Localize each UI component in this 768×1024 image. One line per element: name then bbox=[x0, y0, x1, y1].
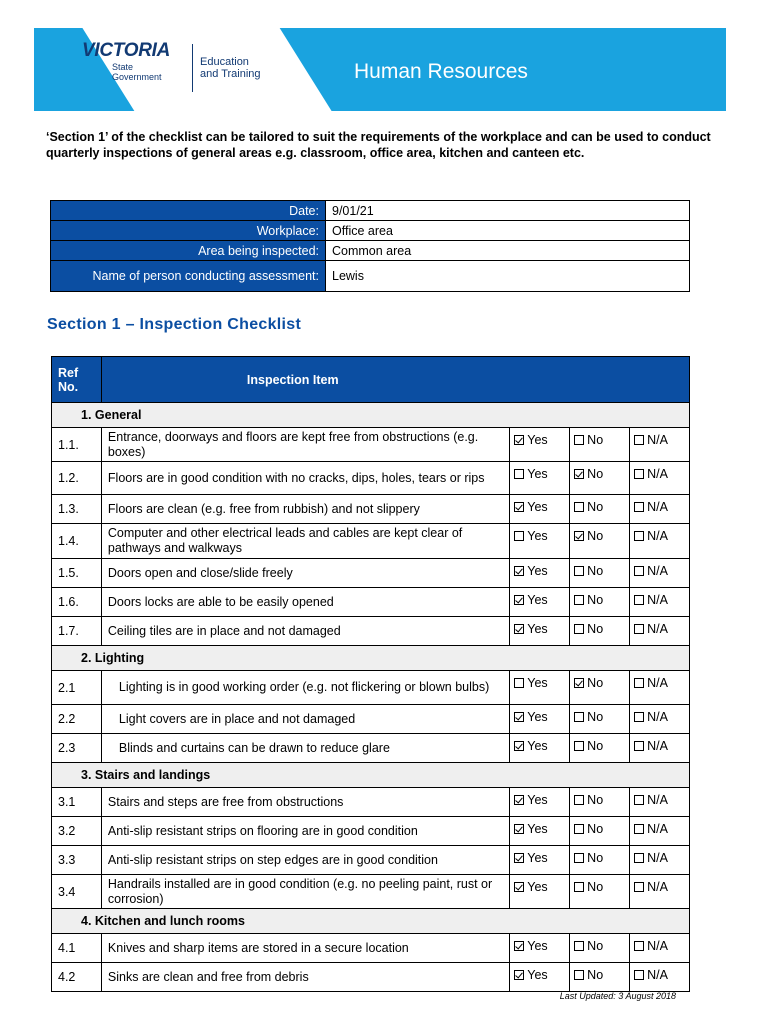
option-label-na: N/A bbox=[647, 564, 668, 578]
checklist-row bbox=[52, 846, 690, 875]
info-table bbox=[50, 200, 690, 292]
logo-edu-line1: Education bbox=[200, 56, 249, 68]
option-na-cell[interactable] bbox=[630, 462, 690, 495]
option-label-na: N/A bbox=[647, 593, 668, 607]
checked-checkbox-icon[interactable] bbox=[514, 853, 524, 863]
row-ref: 2.2 bbox=[52, 705, 102, 734]
logo-state-text: State bbox=[112, 62, 134, 72]
option-no-cell[interactable] bbox=[570, 875, 630, 909]
inspection-checklist-table bbox=[51, 356, 690, 992]
checklist-row bbox=[52, 462, 690, 495]
option-na-cell[interactable] bbox=[630, 934, 690, 963]
row-item: Ceiling tiles are in place and not damaged bbox=[101, 617, 509, 646]
row-item: Blinds and curtains can be drawn to reduce glare bbox=[101, 734, 509, 763]
unchecked-checkbox-icon[interactable] bbox=[634, 712, 644, 722]
logo-victoria-text: VICTORIA bbox=[82, 40, 171, 61]
option-no-cell[interactable] bbox=[570, 495, 630, 524]
row-item: Light covers are in place and not damaged bbox=[101, 705, 509, 734]
option-na-cell[interactable] bbox=[630, 788, 690, 817]
checklist-row bbox=[52, 705, 690, 734]
option-label-no: No bbox=[587, 500, 604, 514]
row-ref: 1.4. bbox=[52, 524, 102, 559]
row-item: Floors are in good condition with no cracks, dips, holes, tears or rips bbox=[101, 462, 509, 495]
option-na-cell[interactable] bbox=[630, 963, 690, 992]
unchecked-checkbox-icon[interactable] bbox=[574, 824, 584, 834]
checklist-row bbox=[52, 734, 690, 763]
row-ref: 3.4 bbox=[52, 875, 102, 909]
banner-title: Human Resources bbox=[354, 60, 528, 83]
row-ref: 2.1 bbox=[52, 671, 102, 705]
option-label-yes: Yes bbox=[527, 822, 548, 836]
unchecked-checkbox-icon[interactable] bbox=[574, 741, 584, 751]
option-yes-cell[interactable] bbox=[510, 428, 570, 462]
checklist-row bbox=[52, 788, 690, 817]
option-label-no: No bbox=[587, 739, 604, 753]
option-na-cell[interactable] bbox=[630, 875, 690, 909]
option-label-na: N/A bbox=[647, 710, 668, 724]
option-label-yes: Yes bbox=[527, 793, 548, 807]
option-label-no: No bbox=[587, 710, 604, 724]
group-header-row bbox=[52, 403, 690, 428]
option-label-no: No bbox=[587, 939, 604, 953]
option-no-cell[interactable] bbox=[570, 588, 630, 617]
unchecked-checkbox-icon[interactable] bbox=[574, 970, 584, 980]
option-label-na: N/A bbox=[647, 676, 668, 690]
checklist-row bbox=[52, 588, 690, 617]
option-label-na: N/A bbox=[647, 851, 668, 865]
checked-checkbox-icon[interactable] bbox=[514, 712, 524, 722]
checked-checkbox-icon[interactable] bbox=[514, 566, 524, 576]
unchecked-checkbox-icon[interactable] bbox=[574, 853, 584, 863]
option-label-na: N/A bbox=[647, 939, 668, 953]
option-yes-cell[interactable] bbox=[510, 671, 570, 705]
option-label-na: N/A bbox=[647, 500, 668, 514]
option-yes-cell[interactable] bbox=[510, 617, 570, 646]
checklist-row bbox=[52, 428, 690, 462]
unchecked-checkbox-icon[interactable] bbox=[634, 566, 644, 576]
checklist-row bbox=[52, 559, 690, 588]
option-label-no: No bbox=[587, 968, 604, 982]
option-label-no: No bbox=[587, 593, 604, 607]
option-label-no: No bbox=[587, 622, 604, 636]
group-header-row bbox=[52, 763, 690, 788]
option-yes-cell[interactable] bbox=[510, 462, 570, 495]
checklist-row bbox=[52, 524, 690, 559]
option-yes-cell[interactable] bbox=[510, 734, 570, 763]
row-item: Anti-slip resistant strips on step edges are in good condition bbox=[101, 846, 509, 875]
unchecked-checkbox-icon[interactable] bbox=[634, 882, 644, 892]
unchecked-checkbox-icon[interactable] bbox=[574, 435, 584, 445]
row-ref: 1.6. bbox=[52, 588, 102, 617]
checked-checkbox-icon[interactable] bbox=[574, 469, 584, 479]
unchecked-checkbox-icon[interactable] bbox=[514, 469, 524, 479]
option-no-cell[interactable] bbox=[570, 617, 630, 646]
option-label-yes: Yes bbox=[527, 851, 548, 865]
group-title: 4. Kitchen and lunch rooms bbox=[52, 909, 690, 934]
option-label-yes: Yes bbox=[527, 500, 548, 514]
option-label-no: No bbox=[587, 433, 604, 447]
info-value-workplace[interactable]: Office area bbox=[326, 221, 690, 241]
option-na-cell[interactable] bbox=[630, 428, 690, 462]
row-ref: 1.7. bbox=[52, 617, 102, 646]
row-item: Floors are clean (e.g. free from rubbish) and not slippery bbox=[101, 495, 509, 524]
row-item: Sinks are clean and free from debris bbox=[101, 963, 509, 992]
info-value-person[interactable]: Lewis bbox=[326, 261, 690, 292]
option-label-yes: Yes bbox=[527, 710, 548, 724]
unchecked-checkbox-icon[interactable] bbox=[634, 824, 644, 834]
logo-edu-line2: and Training bbox=[200, 68, 261, 80]
unchecked-checkbox-icon[interactable] bbox=[634, 795, 644, 805]
info-label: Workplace: bbox=[51, 221, 326, 241]
info-row-date bbox=[51, 201, 690, 221]
row-ref: 1.1. bbox=[52, 428, 102, 462]
option-no-cell[interactable] bbox=[570, 462, 630, 495]
option-label-no: No bbox=[587, 564, 604, 578]
checked-checkbox-icon[interactable] bbox=[574, 678, 584, 688]
option-label-no: No bbox=[587, 880, 604, 894]
option-na-cell[interactable] bbox=[630, 617, 690, 646]
option-label-na: N/A bbox=[647, 433, 668, 447]
checked-checkbox-icon[interactable] bbox=[514, 795, 524, 805]
unchecked-checkbox-icon[interactable] bbox=[634, 678, 644, 688]
option-label-yes: Yes bbox=[527, 433, 548, 447]
row-ref: 1.2. bbox=[52, 462, 102, 495]
unchecked-checkbox-icon[interactable] bbox=[574, 624, 584, 634]
row-item: Stairs and steps are free from obstructions bbox=[101, 788, 509, 817]
header-item: Inspection Item bbox=[101, 357, 689, 403]
row-ref: 3.1 bbox=[52, 788, 102, 817]
unchecked-checkbox-icon[interactable] bbox=[634, 624, 644, 634]
row-item: Handrails installed are in good condition (e.g. no peeling paint, rust or corrosion) bbox=[101, 875, 509, 909]
checked-checkbox-icon[interactable] bbox=[514, 741, 524, 751]
unchecked-checkbox-icon[interactable] bbox=[514, 531, 524, 541]
checklist-row bbox=[52, 671, 690, 705]
header-banner bbox=[34, 28, 726, 111]
option-label-yes: Yes bbox=[527, 939, 548, 953]
unchecked-checkbox-icon[interactable] bbox=[574, 882, 584, 892]
option-no-cell[interactable] bbox=[570, 846, 630, 875]
logo-government-text: Government bbox=[112, 72, 162, 82]
info-label: Date: bbox=[51, 201, 326, 221]
option-label-na: N/A bbox=[647, 739, 668, 753]
logo-education-training bbox=[200, 56, 261, 80]
row-item: Doors locks are able to be easily opened bbox=[101, 588, 509, 617]
option-label-no: No bbox=[587, 822, 604, 836]
unchecked-checkbox-icon[interactable] bbox=[574, 502, 584, 512]
unchecked-checkbox-icon[interactable] bbox=[634, 469, 644, 479]
row-item: Lighting is in good working order (e.g. not flickering or blown bulbs) bbox=[101, 671, 509, 705]
info-value-date[interactable]: 9/01/21 bbox=[326, 201, 690, 221]
option-label-na: N/A bbox=[647, 880, 668, 894]
option-na-cell[interactable] bbox=[630, 559, 690, 588]
row-ref: 1.3. bbox=[52, 495, 102, 524]
option-na-cell[interactable] bbox=[630, 817, 690, 846]
checklist-row bbox=[52, 617, 690, 646]
group-title: 2. Lighting bbox=[52, 646, 690, 671]
intro-text: ‘Section 1’ of the checklist can be tailored to suit the requirements of the workplace and can be used to conduct quarterly inspections of general areas e.g. classroom, office area, kitchen and canteen etc. bbox=[46, 130, 711, 160]
unchecked-checkbox-icon[interactable] bbox=[634, 502, 644, 512]
option-no-cell[interactable] bbox=[570, 734, 630, 763]
group-title: 3. Stairs and landings bbox=[52, 763, 690, 788]
row-item: Computer and other electrical leads and cables are kept clear of pathways and walkways bbox=[101, 524, 509, 559]
checked-checkbox-icon[interactable] bbox=[514, 624, 524, 634]
info-row-person bbox=[51, 261, 690, 292]
option-yes-cell[interactable] bbox=[510, 846, 570, 875]
unchecked-checkbox-icon[interactable] bbox=[574, 712, 584, 722]
row-ref: 2.3 bbox=[52, 734, 102, 763]
checked-checkbox-icon[interactable] bbox=[514, 502, 524, 512]
option-na-cell[interactable] bbox=[630, 705, 690, 734]
option-label-yes: Yes bbox=[527, 880, 548, 894]
victoria-logo bbox=[82, 40, 170, 82]
option-label-no: No bbox=[587, 529, 604, 543]
option-yes-cell[interactable] bbox=[510, 705, 570, 734]
option-label-no: No bbox=[587, 793, 604, 807]
checklist-row bbox=[52, 934, 690, 963]
unchecked-checkbox-icon[interactable] bbox=[634, 531, 644, 541]
option-yes-cell[interactable] bbox=[510, 963, 570, 992]
group-title: 1. General bbox=[52, 403, 690, 428]
row-ref: 4.2 bbox=[52, 963, 102, 992]
option-label-yes: Yes bbox=[527, 564, 548, 578]
unchecked-checkbox-icon[interactable] bbox=[634, 941, 644, 951]
row-ref: 4.1 bbox=[52, 934, 102, 963]
info-label: Name of person conducting assessment: bbox=[51, 261, 326, 292]
row-item: Anti-slip resistant strips on flooring are in good condition bbox=[101, 817, 509, 846]
option-yes-cell[interactable] bbox=[510, 934, 570, 963]
option-label-na: N/A bbox=[647, 529, 668, 543]
checked-checkbox-icon[interactable] bbox=[574, 531, 584, 541]
option-label-na: N/A bbox=[647, 622, 668, 636]
info-row-workplace bbox=[51, 221, 690, 241]
option-no-cell[interactable] bbox=[570, 817, 630, 846]
unchecked-checkbox-icon[interactable] bbox=[634, 970, 644, 980]
option-label-yes: Yes bbox=[527, 467, 548, 481]
option-label-yes: Yes bbox=[527, 593, 548, 607]
option-no-cell[interactable] bbox=[570, 788, 630, 817]
unchecked-checkbox-icon[interactable] bbox=[634, 595, 644, 605]
option-yes-cell[interactable] bbox=[510, 788, 570, 817]
checklist-row bbox=[52, 963, 690, 992]
unchecked-checkbox-icon[interactable] bbox=[634, 741, 644, 751]
checked-checkbox-icon[interactable] bbox=[514, 824, 524, 834]
option-yes-cell[interactable] bbox=[510, 495, 570, 524]
row-ref: 3.2 bbox=[52, 817, 102, 846]
row-item: Knives and sharp items are stored in a secure location bbox=[101, 934, 509, 963]
option-no-cell[interactable] bbox=[570, 934, 630, 963]
section-title: Section 1 – Inspection Checklist bbox=[47, 316, 302, 333]
unchecked-checkbox-icon[interactable] bbox=[514, 678, 524, 688]
checked-checkbox-icon[interactable] bbox=[514, 970, 524, 980]
option-label-no: No bbox=[587, 851, 604, 865]
option-no-cell[interactable] bbox=[570, 963, 630, 992]
option-yes-cell[interactable] bbox=[510, 559, 570, 588]
row-item: Entrance, doorways and floors are kept free from obstructions (e.g. boxes) bbox=[101, 428, 509, 462]
option-no-cell[interactable] bbox=[570, 705, 630, 734]
option-yes-cell[interactable] bbox=[510, 875, 570, 909]
option-label-na: N/A bbox=[647, 968, 668, 982]
option-yes-cell[interactable] bbox=[510, 588, 570, 617]
checklist-row bbox=[52, 875, 690, 909]
info-row-area bbox=[51, 241, 690, 261]
checklist-row bbox=[52, 495, 690, 524]
checked-checkbox-icon[interactable] bbox=[514, 435, 524, 445]
row-item: Doors open and close/slide freely bbox=[101, 559, 509, 588]
logo-divider bbox=[192, 44, 193, 92]
option-label-yes: Yes bbox=[527, 529, 548, 543]
row-ref: 3.3 bbox=[52, 846, 102, 875]
unchecked-checkbox-icon[interactable] bbox=[574, 566, 584, 576]
unchecked-checkbox-icon[interactable] bbox=[634, 435, 644, 445]
unchecked-checkbox-icon[interactable] bbox=[574, 595, 584, 605]
option-label-na: N/A bbox=[647, 793, 668, 807]
checked-checkbox-icon[interactable] bbox=[514, 595, 524, 605]
option-na-cell[interactable] bbox=[630, 524, 690, 559]
option-na-cell[interactable] bbox=[630, 846, 690, 875]
option-no-cell[interactable] bbox=[570, 428, 630, 462]
option-label-yes: Yes bbox=[527, 739, 548, 753]
option-na-cell[interactable] bbox=[630, 588, 690, 617]
option-na-cell[interactable] bbox=[630, 734, 690, 763]
checklist-row bbox=[52, 817, 690, 846]
group-header-row bbox=[52, 646, 690, 671]
option-na-cell[interactable] bbox=[630, 671, 690, 705]
option-no-cell[interactable] bbox=[570, 524, 630, 559]
option-label-na: N/A bbox=[647, 822, 668, 836]
info-label: Area being inspected: bbox=[51, 241, 326, 261]
group-header-row bbox=[52, 909, 690, 934]
info-value-area[interactable]: Common area bbox=[326, 241, 690, 261]
option-label-yes: Yes bbox=[527, 968, 548, 982]
option-label-no: No bbox=[587, 467, 604, 481]
option-yes-cell[interactable] bbox=[510, 524, 570, 559]
option-no-cell[interactable] bbox=[570, 671, 630, 705]
row-ref: 1.5. bbox=[52, 559, 102, 588]
header-ref: Ref No. bbox=[52, 357, 102, 403]
option-label-no: No bbox=[587, 676, 604, 690]
last-updated: Last Updated: 3 August 2018 bbox=[559, 991, 676, 1001]
checked-checkbox-icon[interactable] bbox=[514, 882, 524, 892]
unchecked-checkbox-icon[interactable] bbox=[574, 795, 584, 805]
checked-checkbox-icon[interactable] bbox=[514, 941, 524, 951]
option-label-yes: Yes bbox=[527, 676, 548, 690]
unchecked-checkbox-icon[interactable] bbox=[634, 853, 644, 863]
option-no-cell[interactable] bbox=[570, 559, 630, 588]
option-label-yes: Yes bbox=[527, 622, 548, 636]
checklist-header-row bbox=[52, 357, 690, 403]
unchecked-checkbox-icon[interactable] bbox=[574, 941, 584, 951]
option-label-na: N/A bbox=[647, 467, 668, 481]
option-yes-cell[interactable] bbox=[510, 817, 570, 846]
option-na-cell[interactable] bbox=[630, 495, 690, 524]
